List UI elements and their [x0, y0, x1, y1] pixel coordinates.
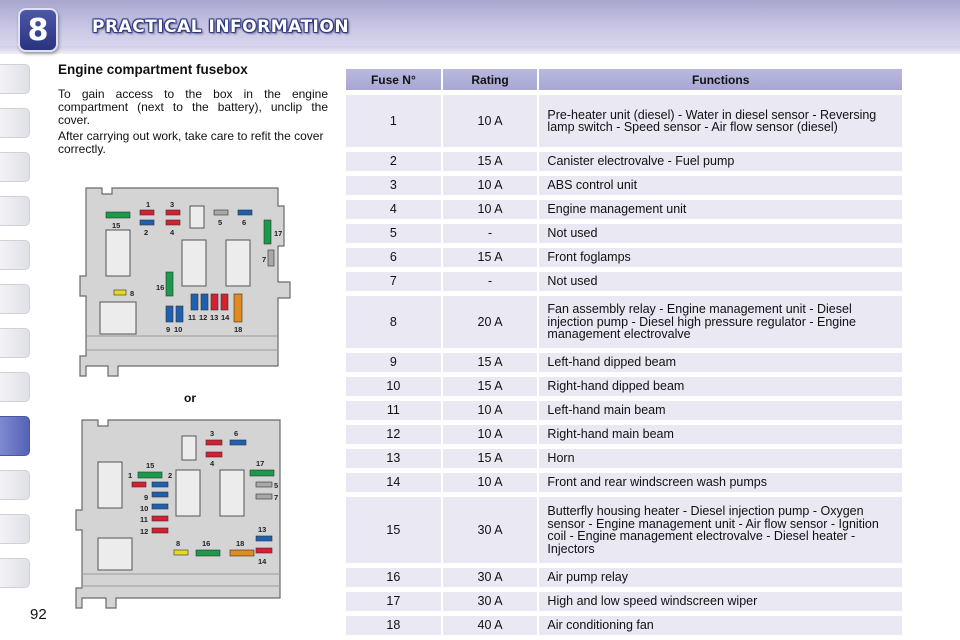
fuse-number: 4 [346, 200, 441, 219]
fuse-label: 6 [234, 429, 239, 438]
or-label: or [184, 391, 196, 405]
fuse-label: 8 [130, 289, 135, 298]
fuse-function: Engine management unit [539, 200, 902, 219]
chapter-tabs [0, 64, 32, 602]
fuse-function: Left-hand dipped beam [539, 353, 902, 372]
fuse-rating: 10 A [443, 176, 538, 195]
fuse-label: 9 [144, 493, 149, 502]
fuse-label: 5 [218, 218, 223, 227]
fusebox-diagram-2 [72, 418, 290, 610]
fuse-label: 12 [199, 313, 208, 322]
section-title: Engine compartment fusebox [58, 62, 248, 77]
fuse-number: 11 [346, 401, 441, 420]
fuse-rating: 30 A [443, 592, 538, 611]
table-row [346, 353, 902, 372]
fuse-function: Front and rear windscreen wash pumps [539, 473, 902, 492]
table-header-row [346, 69, 902, 90]
table-row [346, 592, 902, 611]
fuse-function: Not used [539, 272, 902, 291]
fuse-number: 5 [346, 224, 441, 243]
chapter-tab[interactable] [0, 470, 30, 500]
fuse-label: 6 [242, 218, 247, 227]
fuse-label: 12 [140, 527, 149, 536]
fuse-label: 14 [221, 313, 230, 322]
fuse-rating: 10 A [443, 200, 538, 219]
page-title: PRACTICAL INFORMATION [92, 17, 350, 37]
fuse-number: 10 [346, 377, 441, 396]
fuse-rating: 30 A [443, 568, 538, 587]
fuse-label: 11 [140, 515, 148, 524]
fuse-number: 18 [346, 616, 441, 635]
table-row [346, 176, 902, 195]
chapter-tab[interactable] [0, 514, 30, 544]
fuse-label: 7 [274, 493, 279, 502]
table-row [346, 272, 902, 291]
table-row [346, 425, 902, 444]
chapter-tab[interactable] [0, 328, 30, 358]
fuse-number: 15 [346, 497, 441, 563]
fuse-label: 17 [256, 459, 265, 468]
fuse-rating: 10 A [443, 473, 538, 492]
page-number: 92 [30, 606, 47, 623]
table-row [346, 497, 902, 563]
fuse-label: 4 [210, 459, 215, 468]
fuse-function: Not used [539, 224, 902, 243]
fuse-rating: 20 A [443, 296, 538, 348]
fuse-function: Horn [539, 449, 902, 468]
fusebox-diagram-1 [78, 186, 298, 382]
fuse-label: 16 [202, 539, 211, 548]
fuse-label: 7 [262, 255, 267, 264]
fuse-number: 12 [346, 425, 441, 444]
fuse-rating: 10 A [443, 401, 538, 420]
fuse-number: 13 [346, 449, 441, 468]
table-row [346, 224, 902, 243]
fuse-table [344, 64, 904, 640]
fuse-label: 11 [188, 313, 196, 322]
chapter-tab[interactable] [0, 196, 30, 226]
fuse-label: 17 [274, 229, 283, 238]
table-row [346, 95, 902, 147]
table-row [346, 248, 902, 267]
fuse-number: 2 [346, 152, 441, 171]
table-row [346, 200, 902, 219]
header-strip [0, 46, 960, 54]
chapter-tab[interactable] [0, 558, 30, 588]
fuse-function: Right-hand dipped beam [539, 377, 902, 396]
fuse-rating: - [443, 272, 538, 291]
fuse-function: Right-hand main beam [539, 425, 902, 444]
fuse-label: 8 [176, 539, 181, 548]
table-row [346, 449, 902, 468]
fuse-number: 14 [346, 473, 441, 492]
fuse-rating: 15 A [443, 248, 538, 267]
fuse-label: 15 [146, 461, 155, 470]
fuse-label: 1 [146, 200, 151, 209]
fuse-function: Pre-heater unit (diesel) - Water in diesel sensor - Reversing lamp switch - Speed sensor - Air flow sensor (diesel) [539, 95, 902, 147]
fuse-label: 1 [128, 471, 133, 480]
header-rating: Rating [443, 69, 538, 90]
fuse-function: Left-hand main beam [539, 401, 902, 420]
fuse-number: 3 [346, 176, 441, 195]
chapter-tab[interactable] [0, 108, 30, 138]
fuse-rating: 15 A [443, 152, 538, 171]
fuse-label: 3 [210, 429, 215, 438]
chapter-tab[interactable] [0, 152, 30, 182]
header-fuse: Fuse N° [346, 69, 441, 90]
fuse-function: Fan assembly relay - Engine management unit - Diesel injection pump - Diesel high pressure regulator - Engine management electrovalve [539, 296, 902, 348]
fuse-number: 16 [346, 568, 441, 587]
fuse-function: Canister electrovalve - Fuel pump [539, 152, 902, 171]
header-functions: Functions [539, 69, 902, 90]
fuse-label: 18 [236, 539, 245, 548]
chapter-tab-active[interactable] [0, 416, 30, 456]
fuse-number: 7 [346, 272, 441, 291]
fuse-function: ABS control unit [539, 176, 902, 195]
chapter-tab[interactable] [0, 64, 30, 94]
fuse-rating: 30 A [443, 497, 538, 563]
fuse-number: 17 [346, 592, 441, 611]
access-instructions: To gain access to the box in the engine compartment (next to the battery), unclip the cover. [58, 87, 328, 127]
fuse-label: 9 [166, 325, 171, 334]
chapter-tab[interactable] [0, 372, 30, 402]
fuse-label: 2 [168, 471, 173, 480]
fuse-label: 13 [258, 525, 267, 534]
fuse-label: 10 [174, 325, 183, 334]
table-row [346, 377, 902, 396]
fuse-rating: 40 A [443, 616, 538, 635]
chapter-tab[interactable] [0, 284, 30, 314]
fuse-rating: - [443, 224, 538, 243]
fuse-label: 2 [144, 228, 149, 237]
fuse-label: 10 [140, 504, 149, 513]
fuse-label: 16 [156, 283, 165, 292]
fuse-rating: 15 A [443, 449, 538, 468]
table-row [346, 473, 902, 492]
fuse-rating: 10 A [443, 95, 538, 147]
fuse-label: 18 [234, 325, 243, 334]
refit-instructions: After carrying out work, take care to refit the cover correctly. [58, 129, 324, 156]
table-row [346, 401, 902, 420]
fuse-rating: 10 A [443, 425, 538, 444]
fuse-label: 13 [210, 313, 219, 322]
fuse-function: Front foglamps [539, 248, 902, 267]
fuse-number: 8 [346, 296, 441, 348]
fuse-rating: 15 A [443, 353, 538, 372]
fuse-number: 9 [346, 353, 441, 372]
fuse-label: 4 [170, 228, 175, 237]
fuse-function: Butterfly housing heater - Diesel injection pump - Oxygen sensor - Engine management unit - Air flow sensor - Ignition coil - Engine management electrovalve - Diesel heater - Injectors [539, 497, 902, 563]
table-row [346, 616, 902, 635]
fuse-label: 3 [170, 200, 175, 209]
fuse-function: Air conditioning fan [539, 616, 902, 635]
fuse-label: 15 [112, 221, 121, 230]
table-row [346, 152, 902, 171]
fuse-number: 1 [346, 95, 441, 147]
fuse-label: 5 [274, 481, 279, 490]
chapter-tab[interactable] [0, 240, 30, 270]
fuse-number: 6 [346, 248, 441, 267]
table-row [346, 296, 902, 348]
fuse-rating: 15 A [443, 377, 538, 396]
fuse-function: High and low speed windscreen wiper [539, 592, 902, 611]
fuse-label: 14 [258, 557, 267, 566]
fuse-function: Air pump relay [539, 568, 902, 587]
chapter-badge: 8 [18, 8, 58, 52]
table-row [346, 568, 902, 587]
